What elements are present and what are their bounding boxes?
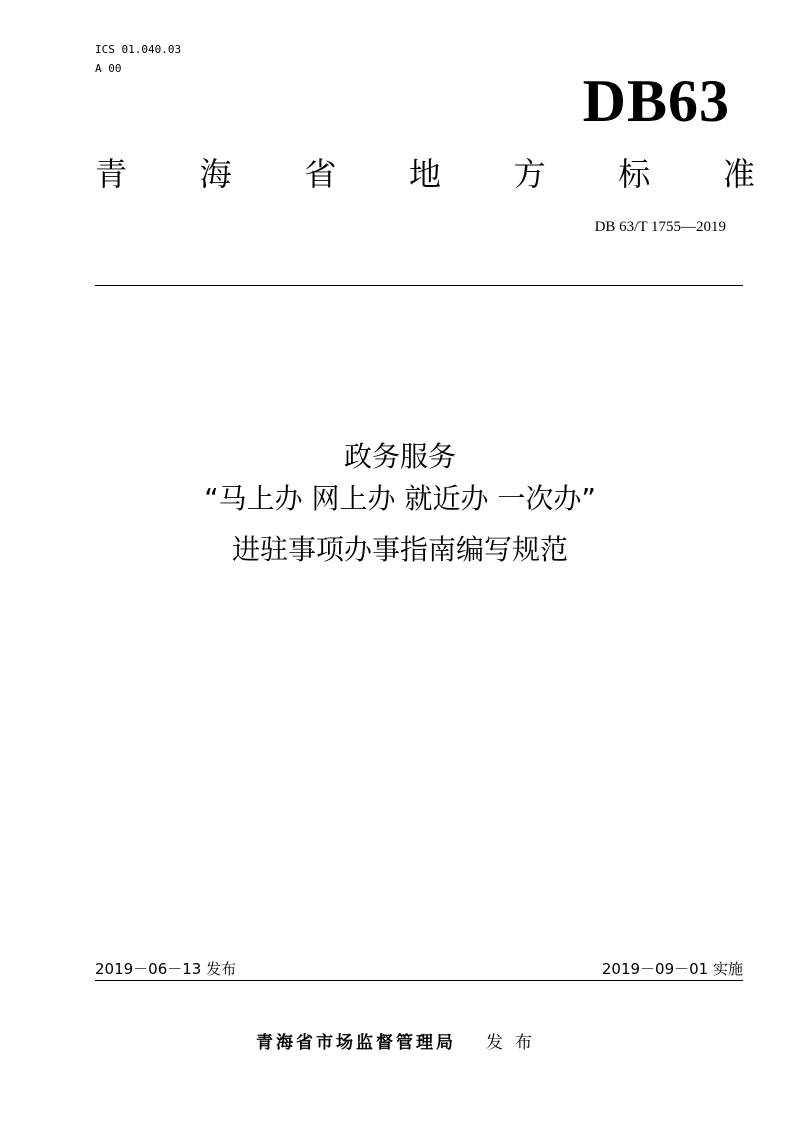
standard-type-char: 地 <box>408 155 441 193</box>
date-line <box>95 958 743 981</box>
standard-type-char: 标 <box>618 155 651 193</box>
standard-type-char: 准 <box>722 155 755 193</box>
issue-date: 2019－06－13 发布 <box>95 960 237 978</box>
implementation-date: 2019－09－01 实施 <box>601 960 743 978</box>
publisher <box>0 1030 800 1056</box>
standard-type-char: 青 <box>95 155 128 193</box>
ics-code: ICS 01.040.03 <box>95 43 182 56</box>
class-code: A 00 <box>95 62 122 75</box>
header-divider <box>95 285 743 286</box>
db-code: DB63 <box>582 68 730 134</box>
document-title-line-2: “马上办 网上办 就近办 一次办” <box>204 482 596 515</box>
standard-type-char: 方 <box>513 155 546 193</box>
standard-number: DB 63/T 1755—2019 <box>594 219 726 235</box>
classification-codes <box>95 40 181 78</box>
standard-type-char: 海 <box>199 155 232 193</box>
publisher-organization: 青海省市场监督管理局 <box>256 1033 456 1053</box>
document-title-line-3: 进驻事项办事指南编写规范 <box>231 533 568 566</box>
document-title-line-1: 政务服务 <box>343 440 456 473</box>
standard-type-char: 省 <box>304 155 337 193</box>
standard-type-heading <box>95 152 755 196</box>
publish-label: 发布 <box>486 1033 544 1053</box>
